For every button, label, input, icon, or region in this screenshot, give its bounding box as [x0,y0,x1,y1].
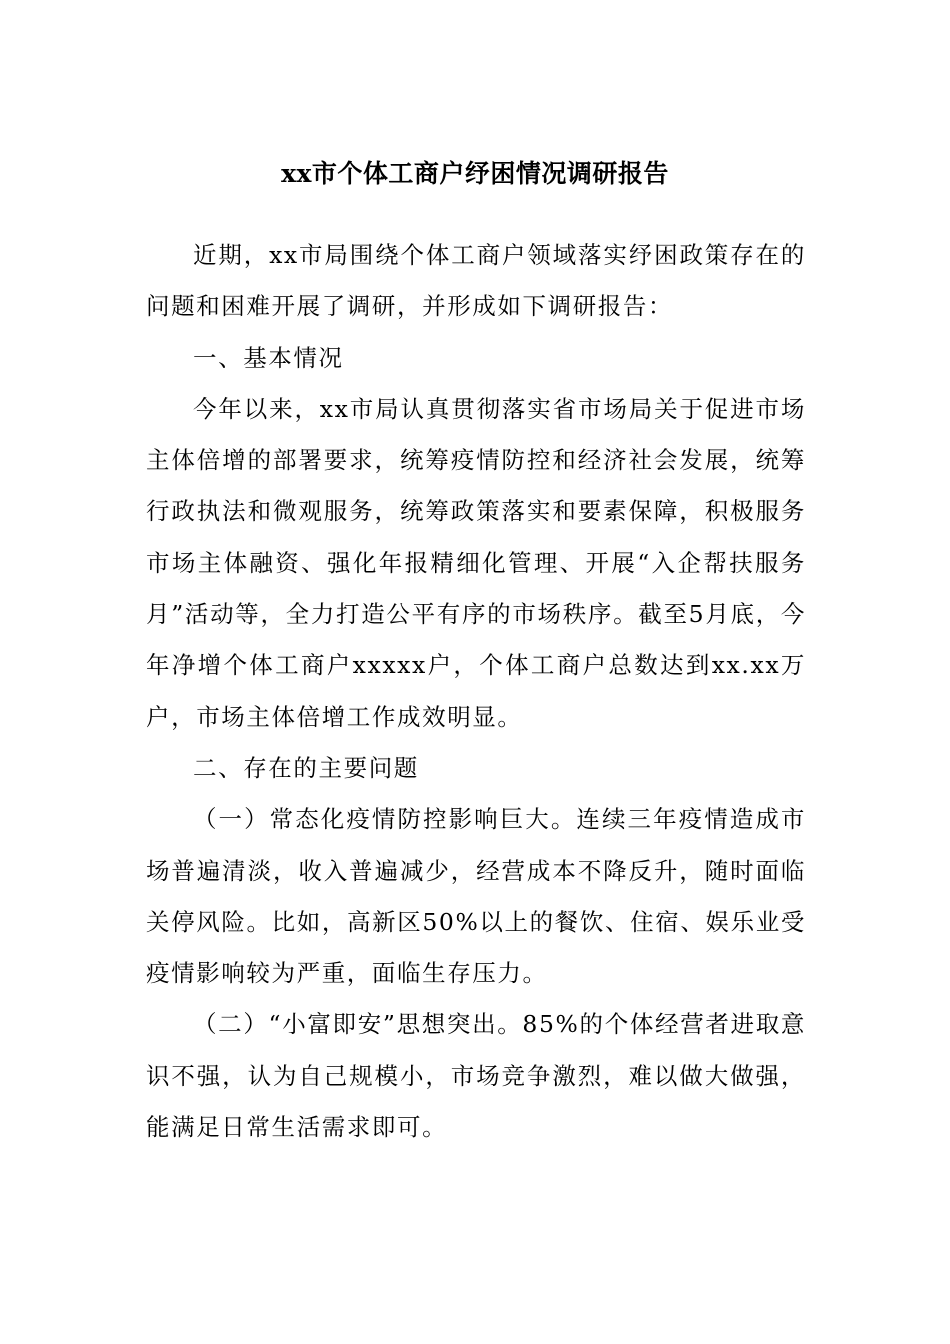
problem-item-2: （二）“小富即安”思想突出。85%的个体经营者进取意识不强，认为自己规模小，市场竞争激烈，难以做大做强，能满足日常生活需求即可。 [146,1010,806,1142]
section-heading-main-problems: 二、存在的主要问题 [193,753,419,782]
document-body [146,230,806,1153]
section-heading-basic-situation: 一、基本情况 [193,343,344,372]
problem-item-1: （一）常态化疫情防控影响巨大。连续三年疫情造成市场普遍清淡，收入普遍减少，经营成本不降反升，随时面临关停风险。比如，高新区50%以上的餐饮、住宿、娱乐业受疫情影响较为严重，面临生存压力。 [146,805,806,988]
document-title: xx市个体工商户纾困情况调研报告 [281,159,669,188]
basic-situation-paragraph: 今年以来，xx市局认真贯彻落实省市场局关于促进市场主体倍增的部署要求，统筹疫情防控和经济社会发展，统筹行政执法和微观服务，统筹政策落实和要素保障，积极服务市场主体融资、强化年报精细化管理、开展“入企帮扶服务月”活动等，全力打造公平有序的市场秩序。截至5月底，今年净增个体工商户xxxxx户，个体工商户总数达到xx.xx万户，市场主体倍增工作成效明显。 [146,394,806,731]
intro-paragraph: 近期，xx市局围绕个体工商户领域落实纾困政策存在的问题和困难开展了调研，并形成如下调研报告： [146,241,806,321]
